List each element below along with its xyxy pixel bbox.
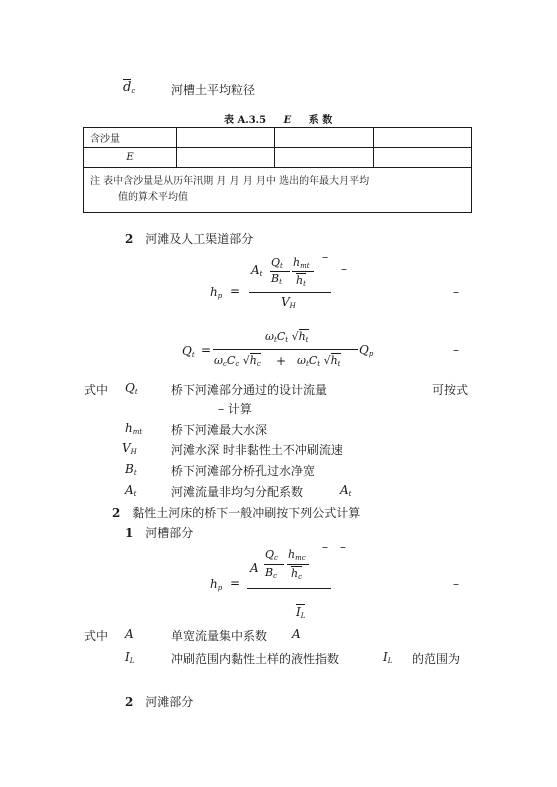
def-symbol: $V_H$ [122, 441, 137, 456]
def-symbol: A [125, 627, 134, 641]
def-extra: $I_L$ [383, 650, 393, 665]
def-desc: 桥下河滩部分通过的设计流量 [171, 383, 328, 397]
section-heading-floodplain-cohesive: 2 河滩部分 [125, 695, 194, 709]
section-heading-cohesive: 2 黏性土河床的桥下一般冲刷按下列公式计算 [112, 506, 361, 520]
def-desc-cont: – 计算 [218, 402, 252, 416]
def-tail: 的范围为 [412, 652, 461, 666]
def-symbol: $I_L$ [125, 650, 135, 665]
def-desc: 单宽流量集中系数 [171, 629, 268, 643]
table-row-label-e: E [84, 148, 177, 168]
def-symbol: $B_t$ [125, 462, 137, 477]
def-desc: 桥下河滩最大水深 [171, 423, 268, 437]
def-symbol: $A_t$ [125, 483, 137, 498]
table-caption: 表 A.3.5 E 系 数 [224, 115, 333, 126]
section-heading-channel: 1 河槽部分 [125, 526, 194, 540]
defs1-lead: 式中 [84, 383, 109, 397]
def-symbol: $h_{mt}$ [125, 421, 143, 436]
table-row-label-sediment: 含沙量 [84, 128, 177, 148]
def-extra: $A_t$ [340, 483, 352, 498]
def-symbol: $Q_t$ [125, 381, 138, 396]
def-extra: A [292, 627, 301, 641]
def-desc: 冲刷范围内黏性土样的液性指数 [171, 652, 340, 666]
def-desc-dc: 河槽土平均粒径 [171, 83, 256, 97]
section-heading-floodplain: 2 河滩及人工渠道部分 [125, 232, 254, 246]
def-desc: 河滩流量非均匀分配系数 [171, 485, 304, 499]
def-desc: 桥下河滩部分桥孔过水净宽 [171, 464, 316, 478]
table-note: 注 表中含沙量是从历年汛期 月 月 月 月中 选出的年最大月平均 值的算术平均值 [84, 168, 472, 213]
def-desc: 河滩水深 时非黏性土不冲刷流速 [171, 443, 343, 457]
def-symbol-dc: $d_c$ [123, 80, 136, 95]
defs2-lead: 式中 [84, 629, 109, 643]
coefficient-table [83, 127, 472, 213]
def-extra: 可按式 [432, 383, 469, 397]
